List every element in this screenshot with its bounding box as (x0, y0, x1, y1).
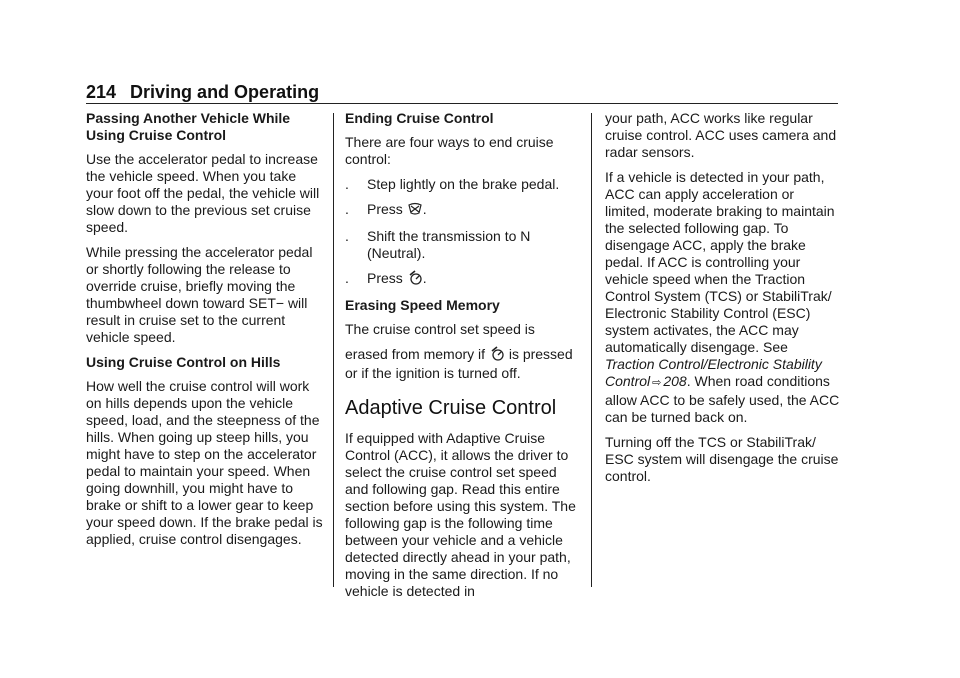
bullet: . (345, 228, 349, 244)
paragraph (345, 346, 581, 382)
bullet: . (345, 176, 349, 192)
column-2 (345, 110, 581, 608)
list-item-text-post: . (422, 270, 427, 286)
column-3 (605, 110, 841, 493)
reference-arrow-icon: ⇨ (652, 377, 662, 389)
bullet: . (345, 201, 349, 217)
reference-page[interactable]: 208 (663, 373, 687, 389)
list-item (345, 201, 581, 220)
list-item (345, 270, 581, 289)
paragraph: Use the accelerator pedal to increase the vehicle speed. When you take your foot off the pedal, the vehicle will slow down to the previous set cruise speed. (86, 151, 320, 235)
heading-adaptive-cruise-control: Adaptive Cruise Control (345, 397, 557, 419)
list-item-text: Shift the transmission to N (Neutral). (367, 228, 531, 261)
list-item-text-pre: Press (367, 201, 407, 217)
paragraph (605, 169, 841, 426)
paragraph-text-pre: If a vehicle is detected in your path, ACC can apply acceleration or limited, moderate braking to maintain the selected following gap. To disengage ACC, apply the brake pedal. If ACC is controlling your vehicle speed when the Traction Control System (TCS) or StabiliTrak/ Electronic Stability Control (ESC) system activates, the ACC may automatically disengage. See (605, 169, 835, 355)
paragraph: Turning off the TCS or StabiliTrak/ ESC system will disengage the cruise control. (605, 434, 839, 484)
heading-erasing: Erasing Speed Memory (345, 297, 500, 313)
column-1 (86, 110, 324, 556)
page-number: 214 (86, 82, 117, 102)
cross-reference-link[interactable]: Traction Control/Electronic Stability Control (605, 356, 822, 389)
cruise-on-off-icon (407, 270, 423, 289)
list-item-text (367, 270, 427, 289)
paragraph: While pressing the accelerator pedal or shortly following the release to override cruise, briefly moving the thumbwheel down toward SET− will result in cruise set to the current vehicle speed. (86, 244, 313, 345)
paragraph: There are four ways to end cruise control: (345, 134, 554, 167)
header-rule (86, 103, 838, 104)
paragraph: If equipped with Adaptive Cruise Control (ACC), it allows the driver to select the cruise control set speed and following gap. Read this entire section before using this system. The following gap is the following time between your vehicle and a vehicle detected directly ahead in your path, moving in the same direction. If no vehicle is detected in (345, 430, 576, 599)
paragraph: your path, ACC works like regular cruise control. ACC uses camera and radar sensors. (605, 110, 837, 160)
list-item-text-post: . (422, 201, 427, 217)
list-item-text-pre: Press (367, 270, 407, 286)
list-item (345, 228, 581, 262)
heading-hills: Using Cruise Control on Hills (86, 354, 281, 370)
paragraph: The cruise control set speed is (345, 321, 535, 337)
heading-ending: Ending Cruise Control (345, 110, 494, 126)
heading-passing: Passing Another Vehicle While Using Cruise Control (86, 110, 291, 143)
paragraph: How well the cruise control will work on hills depends upon the vehicle speed, load, and the steepness of the hills. When going up steep hills, you might have to step on the accelerator pedal to maintain your speed. When going downhill, you might have to brake or shift to a lower gear to keep your speed down. If the brake pedal is applied, cruise control disengages. (86, 378, 323, 547)
cruise-on-off-icon (489, 346, 505, 365)
paragraph-text-post: . When road conditions allow ACC to be safely used, the ACC can be turned back on. (605, 373, 840, 425)
paragraph-text-pre: erased from memory if (345, 346, 489, 362)
section-title: Driving and Operating (130, 82, 320, 102)
cruise-cancel-icon (407, 202, 423, 220)
column-divider-2 (591, 113, 592, 587)
bullet: . (345, 270, 349, 286)
list-item-text: Step lightly on the brake pedal. (367, 176, 560, 192)
list-item-text (367, 201, 427, 220)
paragraph-text-post: is pressed or if the ignition is turned off. (345, 346, 573, 381)
column-divider-1 (333, 113, 334, 587)
list-item (345, 176, 581, 193)
